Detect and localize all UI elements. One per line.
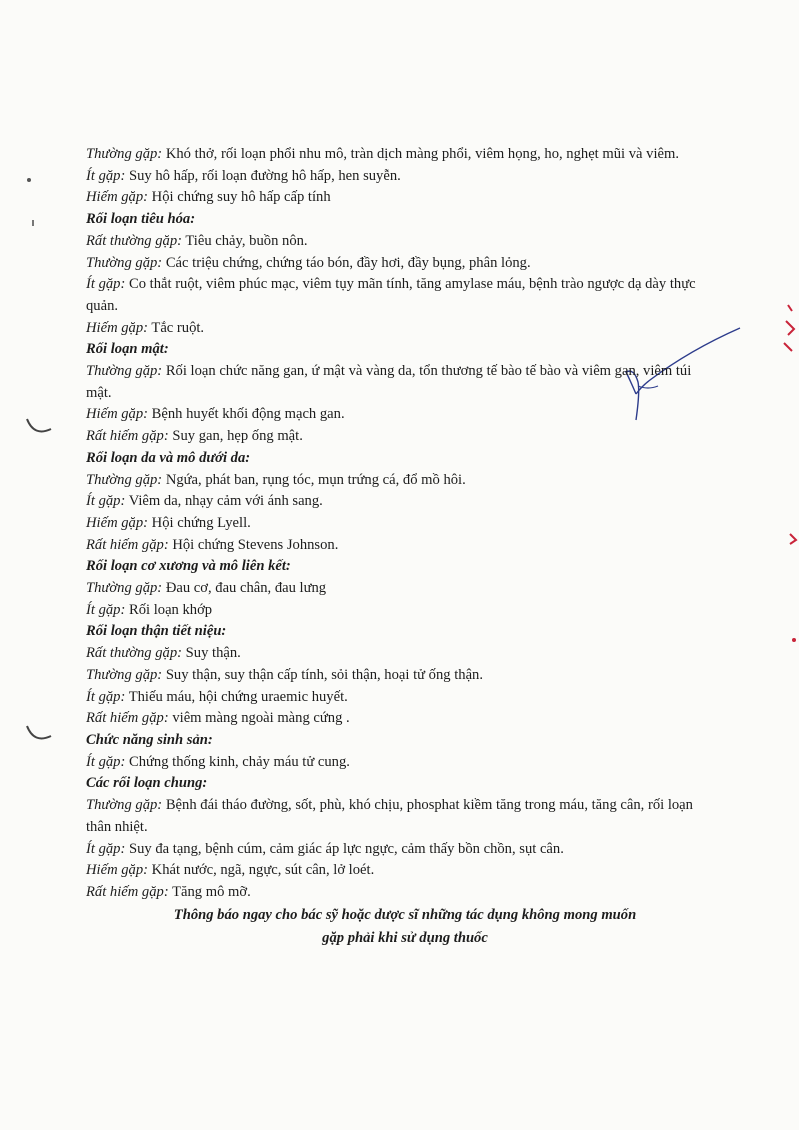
frequency-item [86,231,706,253]
frequency-label: Hiếm gặp: [86,862,149,879]
frequency-text: Tăng mô mỡ. [172,883,251,900]
frequency-item [86,426,706,448]
frequency-item [86,795,706,838]
frequency-text: Hội chứng Stevens Johnson. [172,536,339,553]
frequency-label: Hiếm gặp: [86,189,149,206]
frequency-text: Tắc ruột. [151,319,205,336]
frequency-label: Rất thường gặp: [86,232,183,249]
frequency-item [86,513,706,535]
frequency-item [86,318,706,340]
stamp-edge-mark [788,530,799,650]
frequency-item [86,361,706,404]
frequency-text: Suy thận, suy thận cấp tính, sỏi thận, hoại tử ống thận. [165,666,483,683]
frequency-item [86,578,706,600]
frequency-text: Bệnh huyết khối động mạch gan. [151,406,345,423]
frequency-label: Thường gặp: [86,146,163,162]
section-heading [86,556,706,578]
frequency-item [86,752,706,774]
frequency-item [86,144,706,166]
frequency-item [86,687,706,709]
frequency-text: Ngứa, phát ban, rụng tóc, mụn trứng cá, đổ mồ hôi. [165,471,466,488]
notice-box [86,904,706,950]
frequency-text: Suy hô hấp, rối loạn đường hô hấp, hen suyễn. [128,167,401,184]
frequency-label: Thường gặp: [86,666,163,683]
frequency-text: Đau cơ, đau chân, đau lưng [165,580,327,597]
section-heading-text: Rối loạn da và mô dưới da: [86,449,251,466]
section-heading-text: Rối loạn mật: [86,341,169,358]
frequency-item [86,404,706,426]
frequency-text: Các triệu chứng, chứng táo bón, đầy hơi, đầy bụng, phân lỏng. [165,254,531,271]
frequency-label: Rất hiếm gặp: [86,710,169,727]
frequency-text: Co thắt ruột, viêm phúc mạc, viêm tụy mãn tính, tăng amylase máu, bệnh trào ngược dạ dày thực quản. [86,276,696,314]
frequency-item [86,600,706,622]
frequency-label: Thường gặp: [86,471,163,488]
frequency-item [86,187,706,209]
section-heading-text: Rối loạn tiêu hóa: [86,211,196,228]
frequency-text: Suy gan, hẹp ống mật. [172,428,303,445]
frequency-label: Hiếm gặp: [86,319,149,336]
frequency-text: Hội chứng Lyell. [151,514,251,531]
frequency-label: Ít gặp: [86,601,126,618]
notice-line: gặp phải khi sử dụng thuốc [322,929,488,946]
frequency-text: Khó thở, rối loạn phổi nhu mô, tràn dịch màng phổi, viêm họng, ho, nghẹt mũi và viêm. [165,146,679,162]
frequency-item [86,882,706,904]
frequency-label: Ít gặp: [86,753,126,770]
section-heading [86,730,706,752]
frequency-label: Rất hiếm gặp: [86,536,169,553]
punch-hole-mark-bottom [24,722,54,748]
frequency-label: Ít gặp: [86,493,126,510]
frequency-item [86,166,706,188]
frequency-item [86,535,706,557]
frequency-label: Ít gặp: [86,840,126,857]
frequency-item [86,470,706,492]
frequency-item [86,274,706,317]
frequency-label: Thường gặp: [86,797,163,814]
frequency-item [86,860,706,882]
frequency-label: Thường gặp: [86,580,163,597]
frequency-text: Chứng thống kinh, chảy máu tử cung. [128,753,350,770]
frequency-text: Tiêu chảy, buồn nôn. [185,232,308,249]
frequency-text: Suy đa tạng, bệnh cúm, cảm giác áp lực ngực, cảm thấy bồn chồn, sụt cân. [128,840,564,857]
section-heading [86,448,706,470]
frequency-text: Bệnh đái tháo đường, sốt, phù, khó chịu, phosphat kiềm tăng trong máu, tăng cân, rối loạn thân nhiệt. [86,797,693,835]
frequency-label: Thường gặp: [86,363,163,380]
frequency-label: Hiếm gặp: [86,406,149,423]
section-heading [86,773,706,795]
frequency-text: Rối loạn chức năng gan, ứ mật và vàng da, tổn thương tế bào tế bào và viêm gan, viêm túi mật. [86,363,692,401]
frequency-text: Thiếu máu, hội chứng uraemic huyết. [128,688,348,705]
stamp-edge-mark [780,295,799,355]
section-heading-text: Rối loạn cơ xương và mô liên kết: [86,558,291,575]
frequency-label: Rất hiếm gặp: [86,428,169,445]
section-heading-text: Rối loạn thận tiết niệu: [86,623,227,640]
frequency-label: Hiếm gặp: [86,514,149,531]
frequency-label: Ít gặp: [86,688,126,705]
side-effects-text [86,144,706,950]
frequency-text: Suy thận. [185,645,241,662]
section-heading-text: Các rối loạn chung: [86,775,208,792]
frequency-item [86,665,706,687]
frequency-item [86,839,706,861]
frequency-item [86,253,706,275]
frequency-label: Ít gặp: [86,167,126,184]
frequency-text: Viêm da, nhạy cảm với ánh sang. [128,493,323,510]
punch-hole-mark-top [24,415,54,441]
frequency-text: Khát nước, ngã, ngực, sút cân, lở loét. [151,862,375,879]
section-heading [86,621,706,643]
section-heading [86,209,706,231]
scan-speck [32,220,34,226]
scan-speck [27,178,31,182]
frequency-text: viêm màng ngoài màng cứng . [172,710,350,727]
frequency-label: Rất hiếm gặp: [86,883,169,900]
frequency-item [86,708,706,730]
frequency-item [86,491,706,513]
section-heading-text: Chức năng sinh sản: [86,731,213,748]
frequency-label: Rất thường gặp: [86,645,183,662]
section-heading [86,339,706,361]
frequency-text: Rối loạn khớp [128,601,213,618]
notice-line: Thông báo ngay cho bác sỹ hoặc dược sĩ những tác dụng không mong muốn [173,906,637,923]
frequency-text: Hội chứng suy hô hấp cấp tính [151,189,331,206]
frequency-label: Thường gặp: [86,254,163,271]
frequency-label: Ít gặp: [86,276,126,293]
frequency-item [86,643,706,665]
